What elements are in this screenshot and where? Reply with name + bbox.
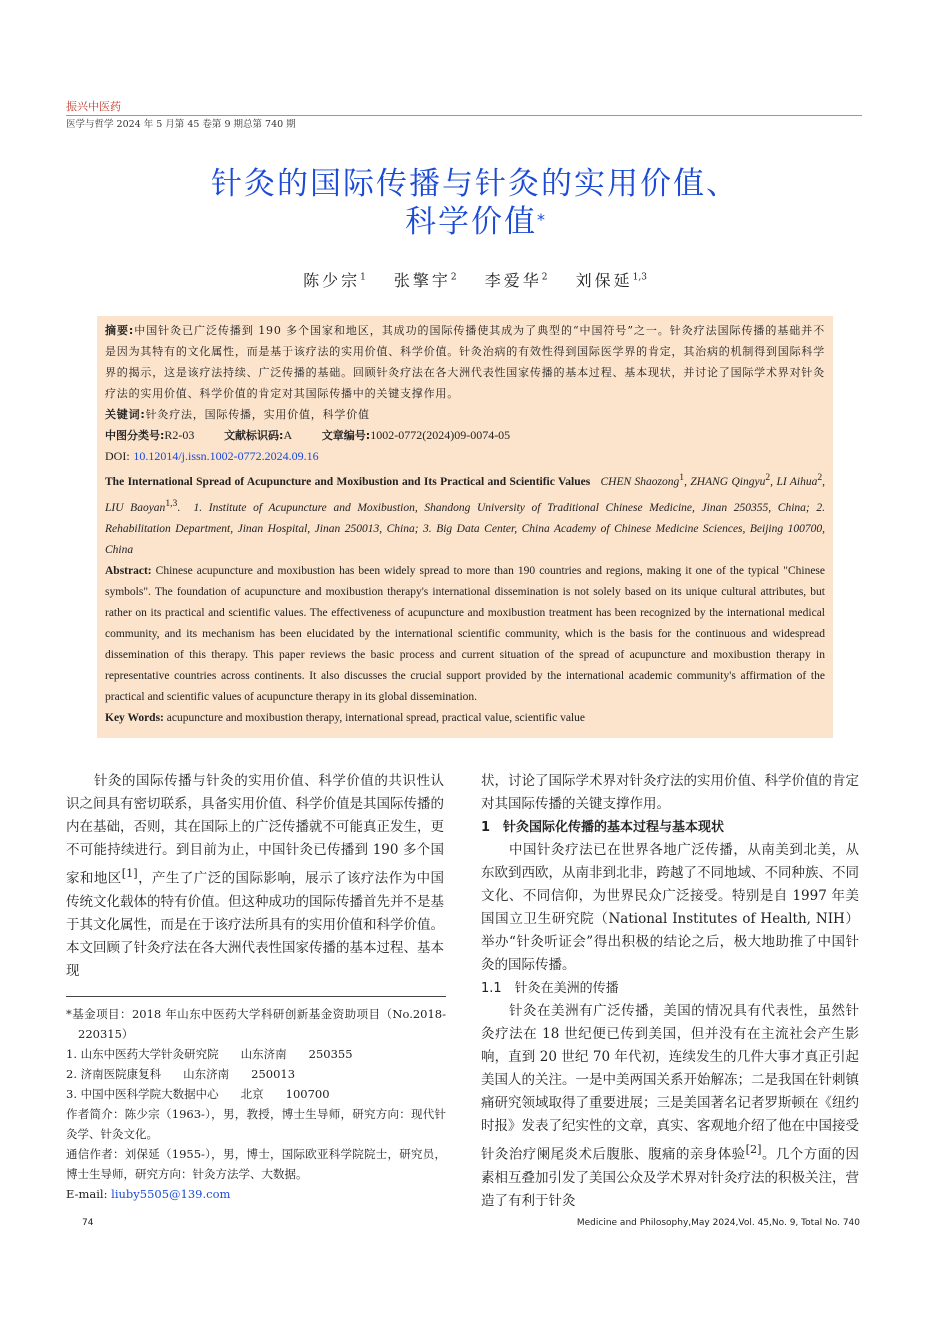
- keywords-cn-text: 针灸疗法，国际传播，实用价值，科学价值: [145, 408, 370, 421]
- affiliation-note: 1. 山东中医药大学针灸研究院 山东济南 250355: [66, 1047, 353, 1061]
- classification-row: 中图分类号:R2-03 文献标识码:A 文章编号:1002-0772(2024)09-0074-05: [105, 428, 511, 442]
- english-affiliations: 1. Institute of Acupuncture and Moxibustion, Shandong University of Traditional Chinese Medicine, Jinan 250355, China; 2. Rehabilitation Department, Jinan Hospital, Jinan 250013, China; 3. Big Data Center, China Academy of Chinese Medicine Sciences, Beijing 100700, China: [105, 501, 825, 556]
- section-heading-1: 1 针灸国际化传播的基本过程与基本现状: [481, 820, 725, 835]
- journal-info: 医学与哲学 2024 年 5 月第 45 卷第 9 期总第 740 期: [66, 119, 296, 130]
- footnote-rule: [66, 996, 446, 997]
- author: 刘保延$^{1,3}$: [575, 271, 647, 290]
- english-keywords: Key Words: acupuncture and moxibustion therapy, international spread, practical value, scientific value: [105, 711, 585, 724]
- page-header: [66, 100, 862, 131]
- body-left-column: [66, 770, 444, 983]
- english-title-block: The International Spread of Acupuncture and Moxibustion and Its Practical and Scientific Values CHEN Shaozong$^1$, ZHANG Qingyu$^2$, LI Aihua$^2$, LIU Baoyan$^{1,3}$. 1. Institute of Acupuncture and Moxibustion, Shandong University of Traditional Chinese Medicine, Jinan 250355, China; 2. Rehabilitation Department, Jinan Hospital, Jinan 250013, China; 3. Big Data Center, China Academy of Chinese Medicine Sciences, Beijing 100700, China: [105, 472, 826, 556]
- citation[interactable]: [2]: [745, 1143, 762, 1156]
- abstract-cn-text: 中国针灸已广泛传播到 190 多个国家和地区，其成功的国际传播使其成为了典型的“中国符号”之一。针灸疗法国际传播的基础并不是因为其特有的文化属性，而是基于该疗法的实用价值、科学价值。针灸治病的有效性得到国际医学界的肯定，其治病的机制得到国际科学界的揭示，这是该疗法持续、广泛传播的基础。回顾针灸疗法在各大洲代表性国家传播的基本过程、基本现状，并讨论了国际学术界对针灸疗法的实用价值、科学价值的肯定对其国际传播中的关键支撑作用。: [105, 324, 825, 400]
- author: 李爱华$^2$: [484, 271, 548, 290]
- footer-journal: Medicine and Philosophy,May 2024,Vol. 45,No. 9, Total No. 740: [576, 1218, 860, 1228]
- article-title-text: 科学价值: [405, 204, 537, 240]
- abstract-box: [97, 316, 833, 738]
- author-bio-note: 作者简介：陈少宗（1963-），男，教授，博士生导师，研究方向：现代针灸学、针灸文化。: [66, 1107, 446, 1141]
- title-fund-mark: *: [537, 210, 545, 229]
- body-paragraph: 中国针灸疗法已在世界各地广泛传播，从南美到北美，从东欧到西欧，从南非到北非，跨越了不同地域、不同种族、不同文化、不同信仰，为世界民众广泛接受。特别是自 1997 年美国国立卫生研究院（National Institutes of Health, NIH）举办“针灸听证会”得出积极的结论之后，极大地助推了中国针灸的国际传播。: [481, 842, 859, 973]
- keywords-cn: [105, 404, 825, 425]
- abstract-cn-label: 摘要:: [105, 324, 135, 337]
- affiliation-note: 2. 济南医院康复科 山东济南 250013: [66, 1067, 296, 1081]
- email-link[interactable]: liuby5505@139.com: [111, 1187, 231, 1201]
- citation[interactable]: [1]: [121, 867, 138, 880]
- english-abstract: Abstract: Chinese acupuncture and moxibustion has been widely spread to more than 190 countries and regions, making it one of the typical "Chinese symbols". The foundation of acupuncture and moxibustion therapy's international dissemination is not solely based on its unique cultural attributes, but rather on its practical and scientific values. The effectiveness of acupuncture and moxibustion treatment has been recognized by the international medical community, and its mechanism has been elucidated by the international scientific community, which is the basis for the continuous and widespread dissemination of this therapy. This paper reviews the basic process and current situation of the spread of acupuncture and moxibustion therapy in representative countries across continents. It also discusses the crucial support provided by the international academic community's affirmation of the practical and scientific values of acupuncture therapy in its global dissemination.: [105, 564, 826, 703]
- header-rule: [66, 115, 862, 116]
- footnotes: [66, 1004, 446, 1204]
- section-tag: 振兴中医药: [66, 100, 121, 113]
- english-title: The International Spread of Acupuncture and Moxibustion and Its Practical and Scientific Values: [105, 475, 591, 488]
- author: 张擎宇$^2$: [393, 271, 457, 290]
- body-paragraph: 状，讨论了国际学术界对针灸疗法的实用价值、科学价值的肯定对其国际传播的关键支撑作用。: [481, 773, 859, 812]
- page-number: 74: [82, 1218, 94, 1228]
- author-list: [0, 268, 950, 291]
- body-paragraph: 针灸在美洲有广泛传播，美国的情况具有代表性，虽然针灸疗法在 18 世纪便已传到美国，但并没有在主流社会产生影响，直到 20 世纪 70 年代初，连续发生的几件大事才真正引起美国人的关注。一是中美两国关系开始解冻；二是我国在针刺镇痛研究领域取得了重要进展；三是美国著名记者罗斯顿在《纽约时报》发表了纪实性的文章，真实、客观地介绍了他在中国接受针灸治疗阑尾炎术后腹胀、腹痛的亲身体验[2]。几个方面的因素相互叠加引发了美国公众及学术界对针灸疗法的积极关注，营造了有利于针灸: [481, 1003, 860, 1209]
- keywords-cn-label: 关键词:: [105, 408, 146, 421]
- abstract-cn: [105, 320, 825, 404]
- article-title-line-2: [0, 202, 950, 242]
- fund-note: *基金项目：2018 年山东中医药大学科研创新基金资助项目（No.2018-220315）: [66, 1007, 446, 1041]
- doi-link[interactable]: 10.12014/j.issn.1002-0772.2024.09.16: [133, 449, 319, 463]
- author: 陈少宗$^1$: [303, 271, 366, 290]
- corresponding-note: 通信作者：刘保延（1955-），男，博士，国际欧亚科学院院士，研究员，博士生导师，研究方向：针灸方法学、大数据。: [66, 1147, 446, 1181]
- section-heading-1-1: 1.1 针灸在美洲的传播: [481, 981, 619, 996]
- article-title-line-1: 针灸的国际传播与针灸的实用价值、: [211, 166, 739, 202]
- doi-row: DOI: 10.12014/j.issn.1002-0772.2024.09.16: [105, 449, 319, 463]
- affiliation-note: 3. 中国中医科学院大数据中心 北京 100700: [66, 1087, 330, 1101]
- email-note: E-mail: liuby5505@139.com: [66, 1187, 231, 1201]
- body-right-column: [481, 770, 859, 1213]
- body-paragraph: 针灸的国际传播与针灸的实用价值、科学价值的共识性认识之间具有密切联系，具备实用价值、科学价值是其国际传播的内在基础，否则，其在国际上的广泛传播就不可能真正发生，更不可能持续进行。到目前为止，中国针灸已传播到 190 多个国家和地区[1]，产生了广泛的国际影响，展示了该疗法作为中国传统文化载体的特有价值。但这种成功的国际传播首先并不是基于其文化属性，而是在于该疗法所具有的实用价值和科学价值。本文回顾了针灸疗法在各大洲代表性国家传播的基本过程、基本现: [66, 773, 445, 979]
